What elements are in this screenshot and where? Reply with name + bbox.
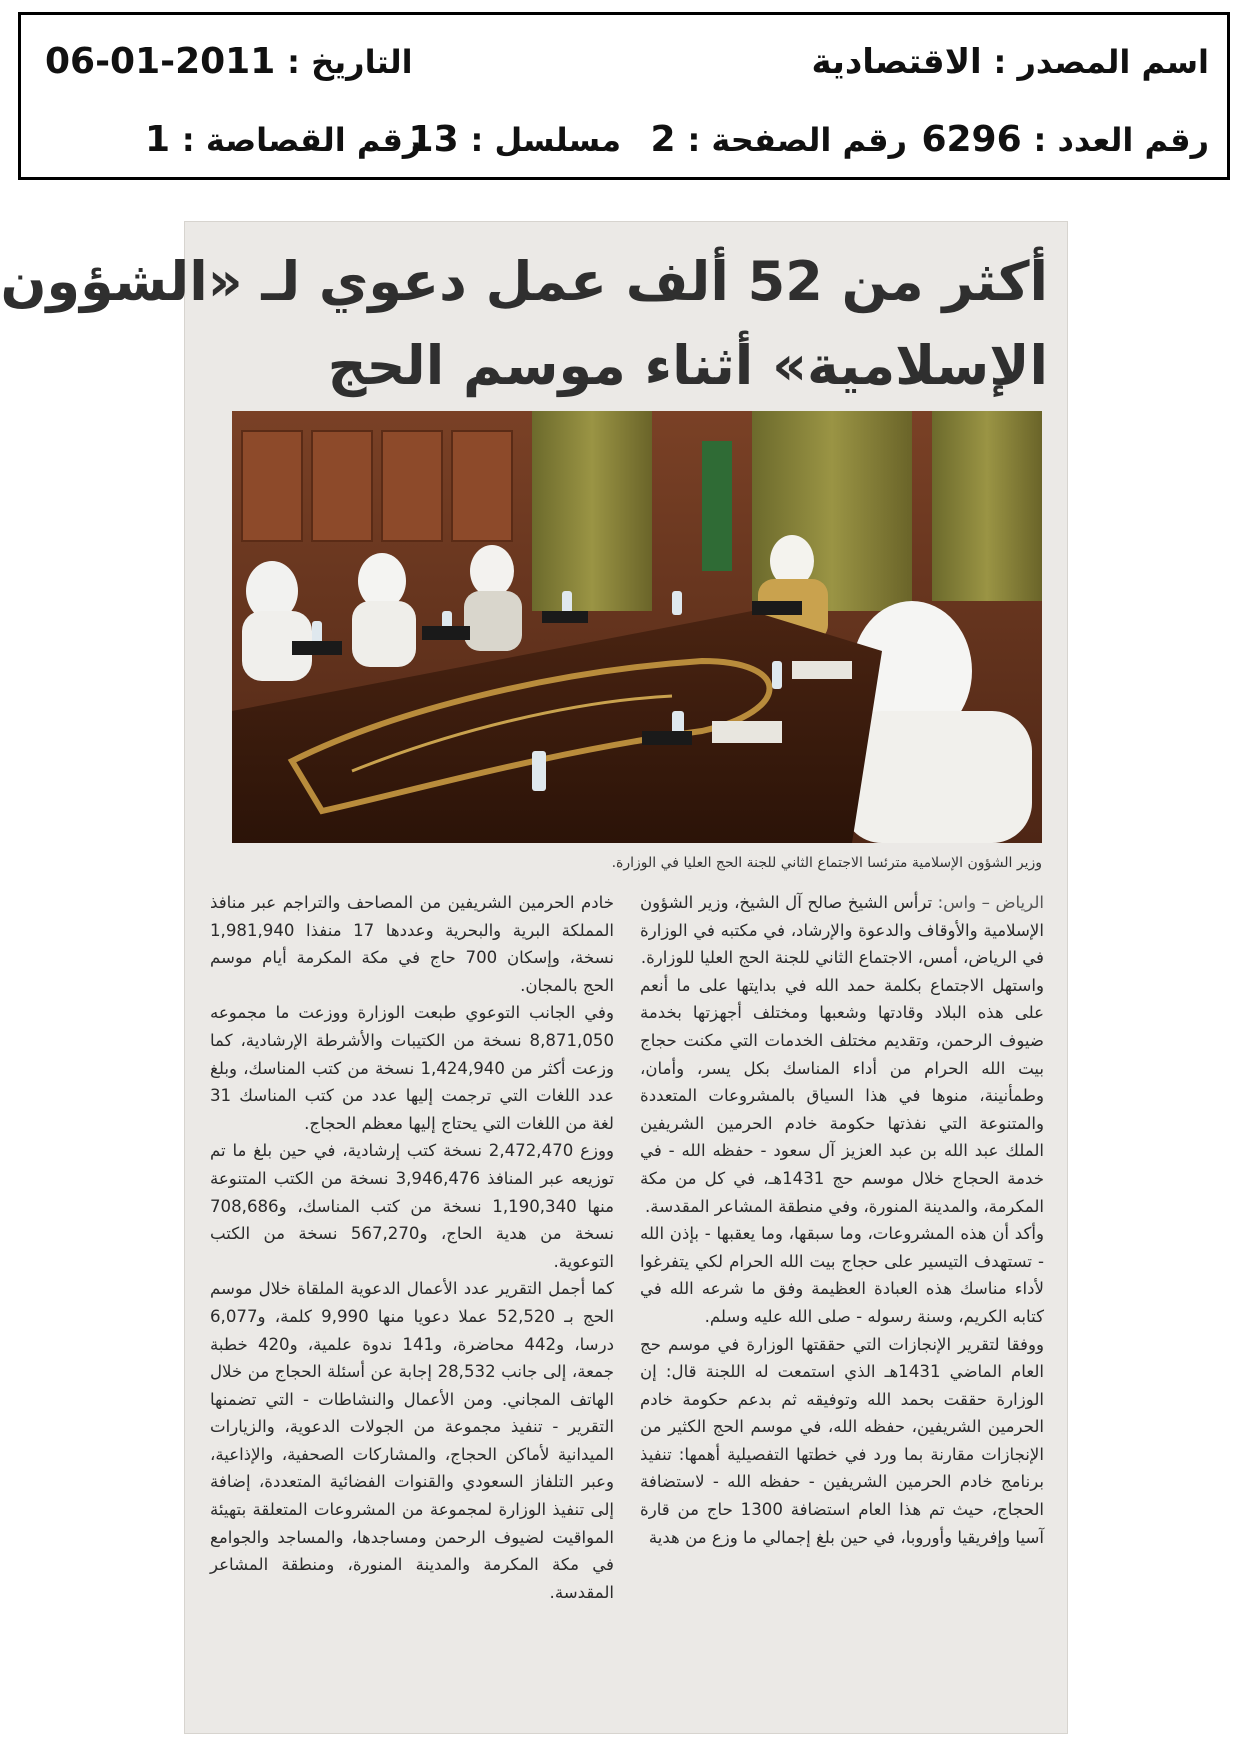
clip-number-field — [145, 115, 421, 165]
page-number-field — [651, 115, 907, 165]
article-paragraph: وأكد أن هذه المشروعات، وما سبقها، وما يعقبها - بإذن الله - تستهدف التيسير على حجاج بيت الله الحرام لكي يتفرغوا لأداء مناسك هذه العبادة العظيمة وفق ما شرعه الله في كتابه الكريم، وسنة رسوله - صلى الله عليه وسلم. — [640, 1224, 1044, 1326]
clip-number-value: 1 — [145, 119, 171, 160]
source-label: اسم المصدر : — [993, 43, 1209, 81]
date-field — [45, 37, 413, 87]
article-paragraph: ووفقا لتقرير الإنجازات التي حققتها الوزارة في موسم حج العام الماضي 1431هـ الذي استمعت له اللجنة قال: إن الوزارة حققت بحمد الله وتوفيقه ثم بدعم حكومة خادم الحرمين الشريفين، حفظه الله، في موسم الحج الكثير من الإنجازات مقارنة بما ورد في خطتها التفصيلية أهمها: تنفيذ برنامج خادم الحرمين الشريفين - حفظه الله - لاستضافة الحجاج، حيث تم هذا العام استضافة 1300 حاج من قارة آسيا وإفريقيا وأوروبا، في حين بلغ إجمالي ما وزع من هدية — [640, 1334, 1044, 1547]
article-paragraph: ووزع 2,472,470 نسخة كتب إرشادية، في حين بلغ ما تم توزيعه عبر المنافذ 3,946,476 نسخة من الكتب المتنوعة منها 1,190,340 نسخة من كتب المناسك، و708,686 نسخة من هدية الحاج، و567,270 نسخة من الكتب التوعوية. — [210, 1141, 615, 1271]
info-row-2 — [21, 115, 1227, 175]
article-paragraph: واستهل الاجتماع بكلمة حمد الله في بدايتها على ما أنعم على هذه البلاد وقادتها وشعبها ومختلف أجهزتها بخدمة ضيوف الرحمن، وتقديم مختلف الخدمات التي مكنت حجاج بيت الله الحرام من أداء المناسك بكل يسر، وأمان، وطمأنينة، منوها في هذا السياق بالمشروعات المتعددة والمتنوعة التي نفذتها حكومة خادم الحرمين الشريفين الملك عبد الله بن عبد العزيز آل سعود - حفظه الله - في خدمة الحجاج خلال موسم حج 1431هـ، في كل من مكة المكرمة، والمدينة المنورة، وفي منطقة المشاعر المقدسة. — [640, 975, 1045, 1216]
serial-value: 13 — [408, 119, 459, 160]
serial-field — [409, 115, 621, 165]
article-paragraph-text: ترأس الشيخ صالح آل الشيخ، وزير الشؤون الإسلامية والأوقاف والدعوة والإرشاد، في مكتبه في الوزارة في الرياض، أمس، الاجتماع الثاني للجنة الحج العليا للوزارة. — [640, 893, 1044, 968]
meeting-photo-illustration — [232, 411, 1042, 843]
source-field — [811, 37, 1209, 87]
article-paragraph — [640, 889, 1044, 972]
article-paragraph: خادم الحرمين الشريفين من المصاحف والتراجم عبر منافذ المملكة البرية والبحرية وعددها 17 منفذا 1,981,940 نسخة، وإسكان 700 حاج في مكة المكرمة أيام موسم الحج بالمجان. — [210, 893, 615, 995]
article-column-left — [210, 889, 614, 1606]
meeting-photo — [232, 411, 1042, 843]
newspaper-clipping — [0, 221, 1068, 1734]
headline-line-1: أكثر من 52 ألف عمل دعوي لـ «الشؤون — [0, 250, 1048, 313]
clipping-info-box — [18, 12, 1230, 180]
issue-value: 6296 — [921, 119, 1022, 160]
info-row-1 — [21, 37, 1227, 97]
page-number-label: رقم الصفحة : — [687, 121, 907, 159]
issue-field — [921, 115, 1209, 165]
article-paragraph: وفي الجانب التوعوي طبعت الوزارة ووزعت ما مجموعه 8,871,050 نسخة من الكتيبات والأشرطة الإرشادية، كما وزعت أكثر من 1,424,940 نسخة من كتب المناسك، وبلغ عدد اللغات التي ترجمت إليها عدد من كتب المناسك 31 لغة من اللغات التي يحتاج إليها معظم الحجاج. — [210, 1003, 614, 1133]
article-column-right — [640, 889, 1044, 1551]
page-number-value: 2 — [650, 119, 676, 160]
source-value: الاقتصادية — [811, 42, 982, 82]
date-label: التاريخ : — [287, 43, 413, 81]
date-value: 06-01-2011 — [45, 41, 276, 82]
serial-label: مسلسل : — [470, 121, 621, 159]
headline-line-2: الإسلامية» أثناء موسم الحج — [327, 334, 1048, 397]
clip-number-label: رقم القصاصة : — [181, 121, 422, 159]
issue-label: رقم العدد : — [1033, 121, 1209, 159]
article-source: الرياض – واس: — [937, 893, 1045, 912]
article-paragraph: كما أجمل التقرير عدد الأعمال الدعوية الملقاة خلال موسم الحج بـ 52,520 عملا دعويا منها 9,990 كلمة، و6,077 درسا، و442 محاضرة، و141 ندوة علمية، و420 خطبة جمعة، إلى جانب 28,532 إجابة عن أسئلة الحجاج من خلال الهاتف المجاني. ومن الأعمال والنشاطات - التي تضمنها التقرير - تنفيذ مجموعة من الجولات الدعوية، والزيارات الميدانية لأماكن الحجاج، والمشاركات الصحفية، والإذاعية، وعبر التلفاز السعودي والقنوات الفضائية المتعددة، إضافة إلى تنفيذ الوزارة لمجموعة من المشروعات المتعلقة بتهيئة المواقيت لضيوف الرحمن ومساجدها، والمساجد والجوامع في مكة المكرمة والمدينة المنورة، ومنطقة المشاعر المقدسة. — [210, 1279, 614, 1602]
photo-caption: وزير الشؤون الإسلامية مترئسا الاجتماع الثاني للجنة الحج العليا في الوزارة. — [611, 855, 1042, 871]
